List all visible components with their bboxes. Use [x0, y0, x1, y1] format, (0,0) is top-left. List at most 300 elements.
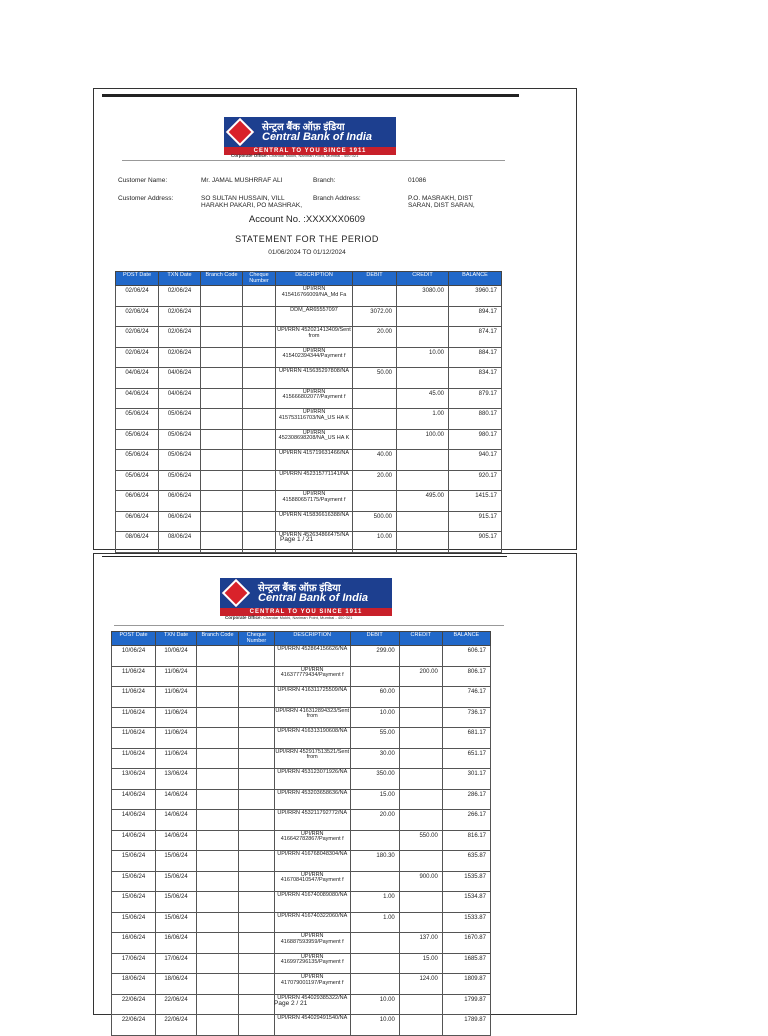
cheque-number-cell	[238, 810, 274, 831]
balance-cell: 301.17	[442, 769, 490, 790]
txn-date-cell: 17/06/24	[156, 953, 197, 974]
cheque-number-cell	[238, 953, 274, 974]
txn-date-cell: 14/06/24	[156, 789, 197, 810]
txn-date-cell: 15/06/24	[156, 892, 197, 913]
cheque-number-cell	[238, 994, 274, 1015]
bank-tagline: CENTRAL TO YOU SINCE 1911	[220, 608, 392, 616]
txn-date-cell: 22/06/24	[156, 994, 197, 1015]
debit-cell: 10.00	[350, 994, 399, 1015]
column-header: BALANCE	[449, 272, 502, 286]
table-header-row	[112, 632, 491, 646]
table-row	[116, 388, 502, 409]
debit-cell	[350, 933, 399, 954]
cheque-number-cell	[243, 511, 276, 532]
cheque-number-cell	[243, 306, 276, 327]
branch-code-cell	[201, 450, 243, 471]
description-cell: UPI/RRN 415719631466/NA	[276, 450, 353, 471]
table-row	[112, 912, 491, 933]
txn-date-cell: 04/06/24	[159, 368, 201, 389]
credit-cell	[399, 707, 442, 728]
table-row	[112, 666, 491, 687]
description-cell: UPI/RRN 452021413409/Sent from	[276, 327, 353, 348]
balance-cell: 681.17	[442, 728, 490, 749]
txn-date-cell: 06/06/24	[159, 511, 201, 532]
customer-name: Mr. JAMAL MUSHRRAF ALI	[201, 177, 283, 184]
txn-date-cell: 15/06/24	[156, 912, 197, 933]
post-date-cell: 11/06/24	[112, 687, 156, 708]
credit-cell: 1.00	[397, 409, 449, 430]
bank-name-english: Central Bank of India	[258, 592, 369, 604]
credit-cell	[399, 994, 442, 1015]
customer-address-label: Customer Address:	[118, 195, 174, 202]
description-cell: UPI/RRN 416377779434/Payment f	[274, 666, 350, 687]
balance-cell: 1535.87	[442, 871, 490, 892]
cheque-number-cell	[243, 327, 276, 348]
transactions-table	[111, 631, 491, 1036]
table-row	[116, 511, 502, 532]
table-row	[116, 368, 502, 389]
cheque-number-cell	[238, 1015, 274, 1036]
balance-cell: 1670.87	[442, 933, 490, 954]
branch-label: Branch:	[313, 177, 336, 184]
column-header: CREDIT	[397, 272, 449, 286]
customer-address-line1: SO SULTAN HUSSAIN, VILL	[201, 195, 285, 202]
balance-cell: 905.17	[449, 532, 502, 553]
description-cell: UPI/RRN 415666802077/Payment f	[276, 388, 353, 409]
balance-cell: 940.17	[449, 450, 502, 471]
description-cell: UPI/RRN 416768048304/NA	[274, 851, 350, 872]
cheque-number-cell	[238, 974, 274, 995]
table-row	[116, 470, 502, 491]
description-cell: DDM_AR65557097	[276, 306, 353, 327]
branch-code-cell	[197, 748, 239, 769]
description-cell: UPI/RRN 453123071926/NA	[274, 769, 350, 790]
debit-cell	[350, 871, 399, 892]
cheque-number-cell	[243, 388, 276, 409]
post-date-cell: 18/06/24	[112, 974, 156, 995]
cheque-number-cell	[238, 789, 274, 810]
description-cell: UPI/RRN 416740089080/NA	[274, 892, 350, 913]
table-row	[112, 851, 491, 872]
balance-cell: 980.17	[449, 429, 502, 450]
debit-cell	[353, 347, 397, 368]
column-header: TXN Date	[156, 632, 197, 646]
debit-cell	[353, 409, 397, 430]
header-rule	[102, 556, 507, 557]
branch-code-cell	[201, 511, 243, 532]
post-date-cell: 02/06/24	[116, 347, 159, 368]
cheque-number-cell	[243, 286, 276, 307]
column-header: CREDIT	[399, 632, 442, 646]
post-date-cell: 05/06/24	[116, 450, 159, 471]
branch-code-cell	[201, 347, 243, 368]
cheque-number-cell	[243, 532, 276, 553]
txn-date-cell: 18/06/24	[156, 974, 197, 995]
credit-cell	[399, 810, 442, 831]
table-row	[116, 286, 502, 307]
debit-cell	[353, 491, 397, 512]
branch-code-cell	[201, 491, 243, 512]
branch-code-cell	[197, 974, 239, 995]
description-cell: UPI/RRN 415836616388/NA	[276, 511, 353, 532]
txn-date-cell: 02/06/24	[159, 327, 201, 348]
bank-logo-icon	[220, 578, 252, 608]
txn-date-cell: 02/06/24	[159, 347, 201, 368]
table-row	[116, 491, 502, 512]
cheque-number-cell	[238, 851, 274, 872]
debit-cell	[350, 974, 399, 995]
balance-cell: 1685.87	[442, 953, 490, 974]
bank-name-hindi: सेन्ट्रल बैंक ऑफ़ इंडिया	[262, 122, 345, 133]
credit-cell: 200.00	[399, 666, 442, 687]
description-cell: UPI/RRN 416312894323/Sent from	[274, 707, 350, 728]
column-header: DESCRIPTION	[276, 272, 353, 286]
branch-code-cell	[197, 789, 239, 810]
txn-date-cell: 14/06/24	[156, 810, 197, 831]
corporate-office-label: Corporate Office:	[231, 153, 269, 158]
branch-code-cell	[201, 286, 243, 307]
post-date-cell: 11/06/24	[112, 707, 156, 728]
debit-cell	[353, 388, 397, 409]
debit-cell: 20.00	[353, 327, 397, 348]
balance-cell: 834.17	[449, 368, 502, 389]
statement-title: STATEMENT FOR THE PERIOD	[235, 234, 379, 244]
cheque-number-cell	[238, 871, 274, 892]
column-header: POST Date	[112, 632, 156, 646]
table-row	[112, 687, 491, 708]
post-date-cell: 15/06/24	[112, 892, 156, 913]
branch-code-cell	[197, 933, 239, 954]
balance-cell: 920.17	[449, 470, 502, 491]
balance-cell: 266.17	[442, 810, 490, 831]
cheque-number-cell	[243, 409, 276, 430]
table-row	[112, 871, 491, 892]
branch-code-cell	[197, 810, 239, 831]
column-header: POST Date	[116, 272, 159, 286]
credit-cell: 900.00	[399, 871, 442, 892]
description-cell: UPI/RRN 415402394344/Payment f	[276, 347, 353, 368]
branch-code-cell	[197, 769, 239, 790]
post-date-cell: 02/06/24	[116, 327, 159, 348]
account-number: Account No. :XXXXXX0609	[248, 214, 366, 225]
txn-date-cell: 15/06/24	[156, 871, 197, 892]
credit-cell	[399, 646, 442, 667]
balance-cell: 1415.17	[449, 491, 502, 512]
cheque-number-cell	[243, 347, 276, 368]
credit-cell	[399, 789, 442, 810]
txn-date-cell: 11/06/24	[156, 687, 197, 708]
txn-date-cell: 22/06/24	[156, 1015, 197, 1036]
txn-date-cell: 14/06/24	[156, 830, 197, 851]
description-cell: UPI/RRN 416997296135/Payment f	[274, 953, 350, 974]
post-date-cell: 16/06/24	[112, 933, 156, 954]
debit-cell: 20.00	[350, 810, 399, 831]
description-cell: UPI/RRN 454029491540/NA	[274, 1015, 350, 1036]
branch-code-cell	[201, 429, 243, 450]
branch-code-cell	[197, 851, 239, 872]
cheque-number-cell	[238, 748, 274, 769]
header-rule	[102, 94, 519, 97]
post-date-cell: 14/06/24	[112, 810, 156, 831]
branch-code-cell	[197, 666, 239, 687]
cheque-number-cell	[238, 769, 274, 790]
table-row	[112, 933, 491, 954]
credit-cell: 550.00	[399, 830, 442, 851]
post-date-cell: 15/06/24	[112, 912, 156, 933]
post-date-cell: 14/06/24	[112, 789, 156, 810]
cheque-number-cell	[238, 933, 274, 954]
debit-cell: 10.00	[350, 707, 399, 728]
column-header: Cheque Number	[238, 632, 274, 646]
post-date-cell: 02/06/24	[116, 286, 159, 307]
table-row	[112, 769, 491, 790]
txn-date-cell: 02/06/24	[159, 306, 201, 327]
post-date-cell: 15/06/24	[112, 871, 156, 892]
balance-cell: 635.87	[442, 851, 490, 872]
statement-page-1	[93, 88, 577, 550]
debit-cell	[350, 666, 399, 687]
post-date-cell: 15/06/24	[112, 851, 156, 872]
column-header: Cheque Number	[243, 272, 276, 286]
column-header: Branch Code	[201, 272, 243, 286]
txn-date-cell: 16/06/24	[156, 933, 197, 954]
debit-cell: 15.00	[350, 789, 399, 810]
table-row	[112, 748, 491, 769]
description-cell: UPI/RRN 452864156626/NA	[274, 646, 350, 667]
credit-cell: 495.00	[397, 491, 449, 512]
balance-cell: 286.17	[442, 789, 490, 810]
customer-address-line2: HARAKH PAKARI, PO MASHRAK,	[201, 202, 303, 209]
cheque-number-cell	[238, 687, 274, 708]
branch-code-cell	[197, 1015, 239, 1036]
corporate-office-label: Corporate Office:	[225, 615, 263, 620]
debit-cell: 3072.00	[353, 306, 397, 327]
credit-cell	[397, 511, 449, 532]
cheque-number-cell	[238, 892, 274, 913]
corporate-office	[231, 153, 358, 158]
branch-code-cell	[201, 327, 243, 348]
branch-code-cell	[197, 953, 239, 974]
credit-cell: 3080.00	[397, 286, 449, 307]
cheque-number-cell	[243, 470, 276, 491]
credit-cell	[397, 470, 449, 491]
balance-cell: 884.17	[449, 347, 502, 368]
description-cell: UPI/RRN 452308698208/NA_US HA K	[276, 429, 353, 450]
post-date-cell: 22/06/24	[112, 994, 156, 1015]
cheque-number-cell	[238, 830, 274, 851]
description-cell: UPI/RRN 416311725509/NA	[274, 687, 350, 708]
cheque-number-cell	[243, 491, 276, 512]
txn-date-cell: 05/06/24	[159, 450, 201, 471]
debit-cell: 1.00	[350, 912, 399, 933]
description-cell: UPI/RRN 416642782867/Payment f	[274, 830, 350, 851]
balance-cell: 651.17	[442, 748, 490, 769]
balance-cell: 1799.87	[442, 994, 490, 1015]
txn-date-cell: 10/06/24	[156, 646, 197, 667]
txn-date-cell: 13/06/24	[156, 769, 197, 790]
table-row	[112, 707, 491, 728]
credit-cell	[399, 769, 442, 790]
credit-cell	[397, 450, 449, 471]
debit-cell: 10.00	[350, 1015, 399, 1036]
balance-cell: 1534.87	[442, 892, 490, 913]
credit-cell	[397, 368, 449, 389]
table-row	[112, 892, 491, 913]
description-cell: UPI/RRN 453211792772/NA	[274, 810, 350, 831]
balance-cell: 874.17	[449, 327, 502, 348]
debit-cell: 180.30	[350, 851, 399, 872]
post-date-cell: 14/06/24	[112, 830, 156, 851]
cheque-number-cell	[238, 728, 274, 749]
post-date-cell: 02/06/24	[116, 306, 159, 327]
txn-date-cell: 05/06/24	[159, 429, 201, 450]
debit-cell: 350.00	[350, 769, 399, 790]
statement-page-2	[93, 553, 577, 1023]
credit-cell	[399, 892, 442, 913]
bank-name-hindi: सेन्ट्रल बैंक ऑफ़ इंडिया	[258, 583, 341, 594]
table-row	[116, 429, 502, 450]
cheque-number-cell	[243, 450, 276, 471]
corporate-office-address: Chandar Mukhi, Nariman Point, Mumbai - 400 021	[269, 153, 359, 158]
corporate-office-address: Chandar Mukhi, Nariman Point, Mumbai - 400 021	[263, 615, 353, 620]
bank-logo	[224, 117, 396, 155]
cheque-number-cell	[238, 912, 274, 933]
description-cell: UPI/RRN 416887593959/Payment f	[274, 933, 350, 954]
column-header: Branch Code	[197, 632, 239, 646]
balance-cell: 606.17	[442, 646, 490, 667]
debit-cell: 20.00	[353, 470, 397, 491]
description-cell: UPI/RRN 416313190608/NA	[274, 728, 350, 749]
description-cell: UPI/RRN 415753116703/NA_US HA K	[276, 409, 353, 430]
debit-cell	[353, 429, 397, 450]
branch-code-cell	[201, 409, 243, 430]
bank-tagline: CENTRAL TO YOU SINCE 1911	[224, 147, 396, 155]
txn-date-cell: 06/06/24	[159, 491, 201, 512]
table-row	[112, 974, 491, 995]
post-date-cell: 11/06/24	[112, 728, 156, 749]
table-row	[116, 306, 502, 327]
divider	[122, 160, 505, 161]
branch-code-cell	[201, 306, 243, 327]
post-date-cell: 10/06/24	[112, 646, 156, 667]
branch-code-cell	[197, 707, 239, 728]
post-date-cell: 06/06/24	[116, 511, 159, 532]
bank-name-english: Central Bank of India	[262, 131, 373, 143]
balance-cell: 3960.17	[449, 286, 502, 307]
balance-cell: 894.17	[449, 306, 502, 327]
branch-code-cell	[201, 532, 243, 553]
post-date-cell: 17/06/24	[112, 953, 156, 974]
post-date-cell: 06/06/24	[116, 491, 159, 512]
post-date-cell: 08/06/24	[116, 532, 159, 553]
post-date-cell: 13/06/24	[112, 769, 156, 790]
credit-cell: 15.00	[399, 953, 442, 974]
statement-period: 01/06/2024 TO 01/12/2024	[268, 249, 346, 256]
description-cell: UPI/RRN 415635297808/NA	[276, 368, 353, 389]
table-row	[112, 728, 491, 749]
txn-date-cell: 11/06/24	[156, 707, 197, 728]
branch-address-label: Branch Address:	[313, 195, 361, 202]
credit-cell	[399, 748, 442, 769]
description-cell: UPI/RRN 416740322060/NA	[274, 912, 350, 933]
bank-logo	[220, 578, 392, 616]
credit-cell: 137.00	[399, 933, 442, 954]
balance-cell: 736.17	[442, 707, 490, 728]
debit-cell	[350, 953, 399, 974]
description-cell: UPI/RRN 452634866475/NA	[276, 532, 353, 553]
description-cell: UPI/RRN 416708410547/Payment f	[274, 871, 350, 892]
branch-code-cell	[197, 912, 239, 933]
credit-cell: 45.00	[397, 388, 449, 409]
debit-cell: 60.00	[350, 687, 399, 708]
post-date-cell: 04/06/24	[116, 368, 159, 389]
branch-code-cell	[197, 994, 239, 1015]
debit-cell: 1.00	[350, 892, 399, 913]
table-row	[112, 810, 491, 831]
txn-date-cell: 11/06/24	[156, 666, 197, 687]
balance-cell: 1789.87	[442, 1015, 490, 1036]
description-cell: UPI/RRN 417079001197/Payment f	[274, 974, 350, 995]
debit-cell	[353, 286, 397, 307]
divider	[114, 625, 504, 626]
debit-cell: 50.00	[353, 368, 397, 389]
branch-code-cell	[197, 830, 239, 851]
customer-name-label: Customer Name:	[118, 177, 168, 184]
post-date-cell: 04/06/24	[116, 388, 159, 409]
column-header: DEBIT	[350, 632, 399, 646]
branch-code-cell	[201, 368, 243, 389]
credit-cell	[399, 851, 442, 872]
credit-cell	[399, 687, 442, 708]
debit-cell: 500.00	[353, 511, 397, 532]
description-cell: UPI/RRN 415416766009/NA_Md Fa	[276, 286, 353, 307]
balance-cell: 879.17	[449, 388, 502, 409]
description-cell: UPI/RRN 454029385322/NA	[274, 994, 350, 1015]
table-row	[112, 953, 491, 974]
page-number: Page 1 / 21	[280, 536, 314, 543]
branch-code-cell	[197, 892, 239, 913]
page-number: Page 2 / 21	[274, 1000, 308, 1007]
post-date-cell: 05/06/24	[116, 429, 159, 450]
credit-cell	[399, 1015, 442, 1036]
branch-address-line1: P.O. MASRAKH, DIST	[408, 195, 473, 202]
credit-cell: 10.00	[397, 347, 449, 368]
branch-code-cell	[197, 687, 239, 708]
debit-cell: 299.00	[350, 646, 399, 667]
column-header: DEBIT	[353, 272, 397, 286]
table-row	[116, 409, 502, 430]
debit-cell	[350, 830, 399, 851]
debit-cell: 55.00	[350, 728, 399, 749]
debit-cell: 40.00	[353, 450, 397, 471]
txn-date-cell: 11/06/24	[156, 748, 197, 769]
balance-cell: 1533.87	[442, 912, 490, 933]
balance-cell: 880.17	[449, 409, 502, 430]
txn-date-cell: 15/06/24	[156, 851, 197, 872]
branch-code-cell	[197, 646, 239, 667]
credit-cell	[397, 532, 449, 553]
description-cell: UPI/RRN 453203658636/NA	[274, 789, 350, 810]
debit-cell: 30.00	[350, 748, 399, 769]
column-header: TXN Date	[159, 272, 201, 286]
balance-cell: 1809.87	[442, 974, 490, 995]
table-row	[116, 327, 502, 348]
cheque-number-cell	[238, 707, 274, 728]
description-cell: UPI/RRN 452917513521/Sent from	[274, 748, 350, 769]
corporate-office	[225, 615, 352, 620]
balance-cell: 806.17	[442, 666, 490, 687]
description-cell: UPI/RRN 452315771141/NA	[276, 470, 353, 491]
